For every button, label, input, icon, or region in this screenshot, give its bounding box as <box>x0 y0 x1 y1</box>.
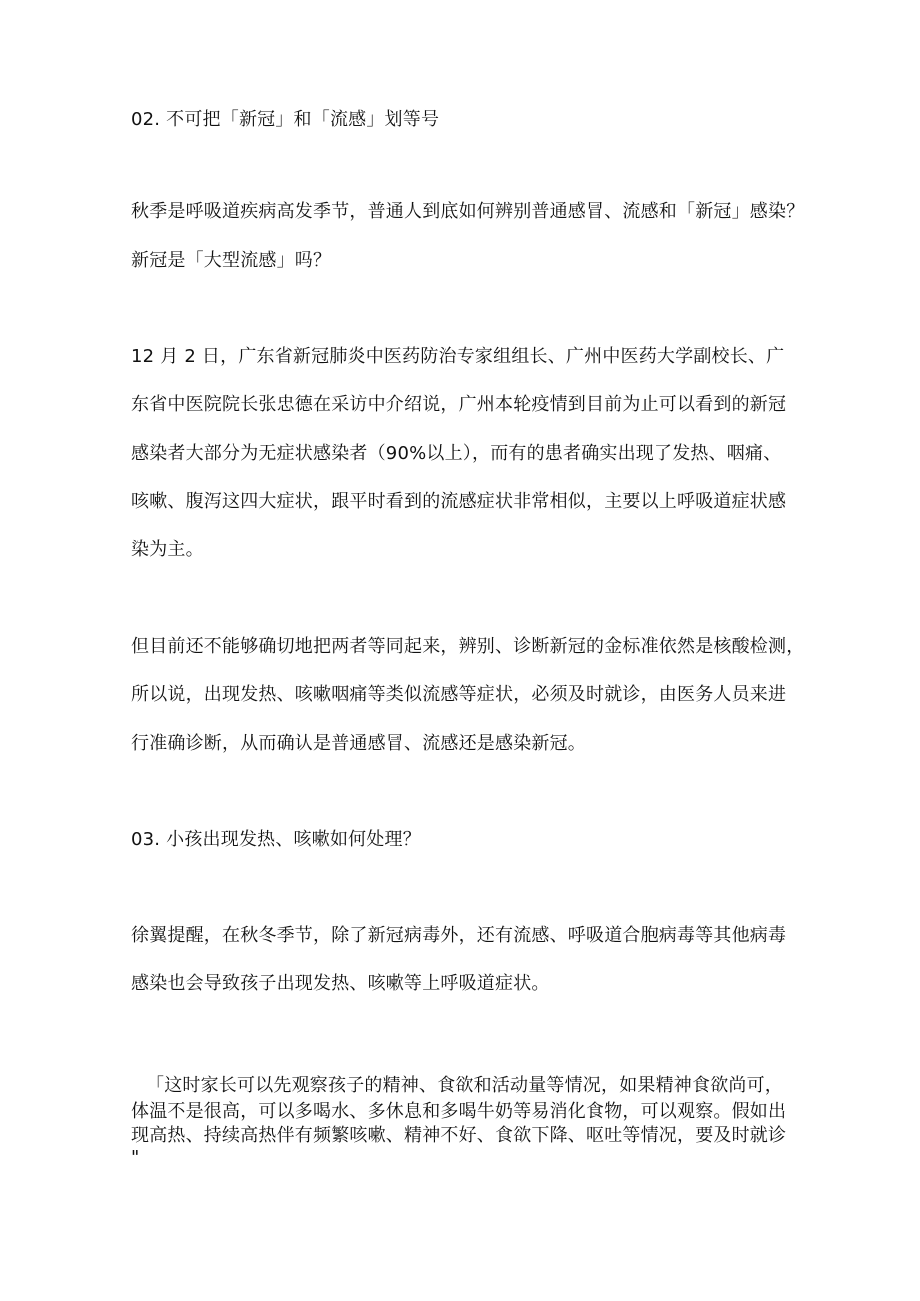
intro-line: 新冠是「大型流感」吗？ <box>131 250 332 271</box>
quote-line: 现高热、持续高热伴有频繁咳嗽、精神不好、食欲下降、呕吐等情况，要及时就诊 <box>131 1125 787 1146</box>
paragraph-line: 染为主。 <box>131 539 204 560</box>
paragraph-line: 咳嗽、腹泻这四大症状，跟平时看到的流感症状非常相似，主要以上呼吸道症状感 <box>131 491 787 512</box>
paragraph-line: 12 月 2 日，广东省新冠肺炎中医药防治专家组组长、广州中医药大学副校长、广 <box>131 346 785 367</box>
paragraph-line: 但目前还不能够确切地把两者等同起来，辨别、诊断新冠的金标准依然是核酸检测， <box>131 636 805 657</box>
section-02-heading: 02. 不可把「新冠」和「流感」划等号 <box>131 109 440 130</box>
quote-line: " <box>131 1147 140 1168</box>
quote-line: 「这时家长可以先观察孩子的精神、食欲和活动量等情况，如果精神食欲尚可， <box>146 1075 783 1096</box>
paragraph-line: 东省中医院院长张忠德在采访中介绍说，广州本轮疫情到目前为止可以看到的新冠 <box>131 394 787 415</box>
section-03-heading: 03. 小孩出现发热、咳嗽如何处理？ <box>131 829 421 850</box>
paragraph-line: 感染者大部分为无症状感染者（90%以上），而有的患者确实出现了发热、咽痛、 <box>131 443 782 464</box>
paragraph-line: 所以说，出现发热、咳嗽咽痛等类似流感等症状，必须及时就诊，由医务人员来进 <box>131 684 787 705</box>
intro-line: 秋季是呼吸道疾病高发季节，普通人到底如何辨别普通感冒、流感和「新冠」感染？ <box>131 201 805 222</box>
paragraph-line: 行准确诊断，从而确认是普通感冒、流感还是感染新冠。 <box>131 733 586 754</box>
paragraph-line: 徐翼提醒，在秋冬季节，除了新冠病毒外，还有流感、呼吸道合胞病毒等其他病毒 <box>131 925 787 946</box>
quote-line: 体温不是很高，可以多喝水、多休息和多喝牛奶等易消化食物，可以观察。假如出 <box>131 1101 787 1122</box>
paragraph-line: 感染也会导致孩子出现发热、咳嗽等上呼吸道症状。 <box>131 973 550 994</box>
